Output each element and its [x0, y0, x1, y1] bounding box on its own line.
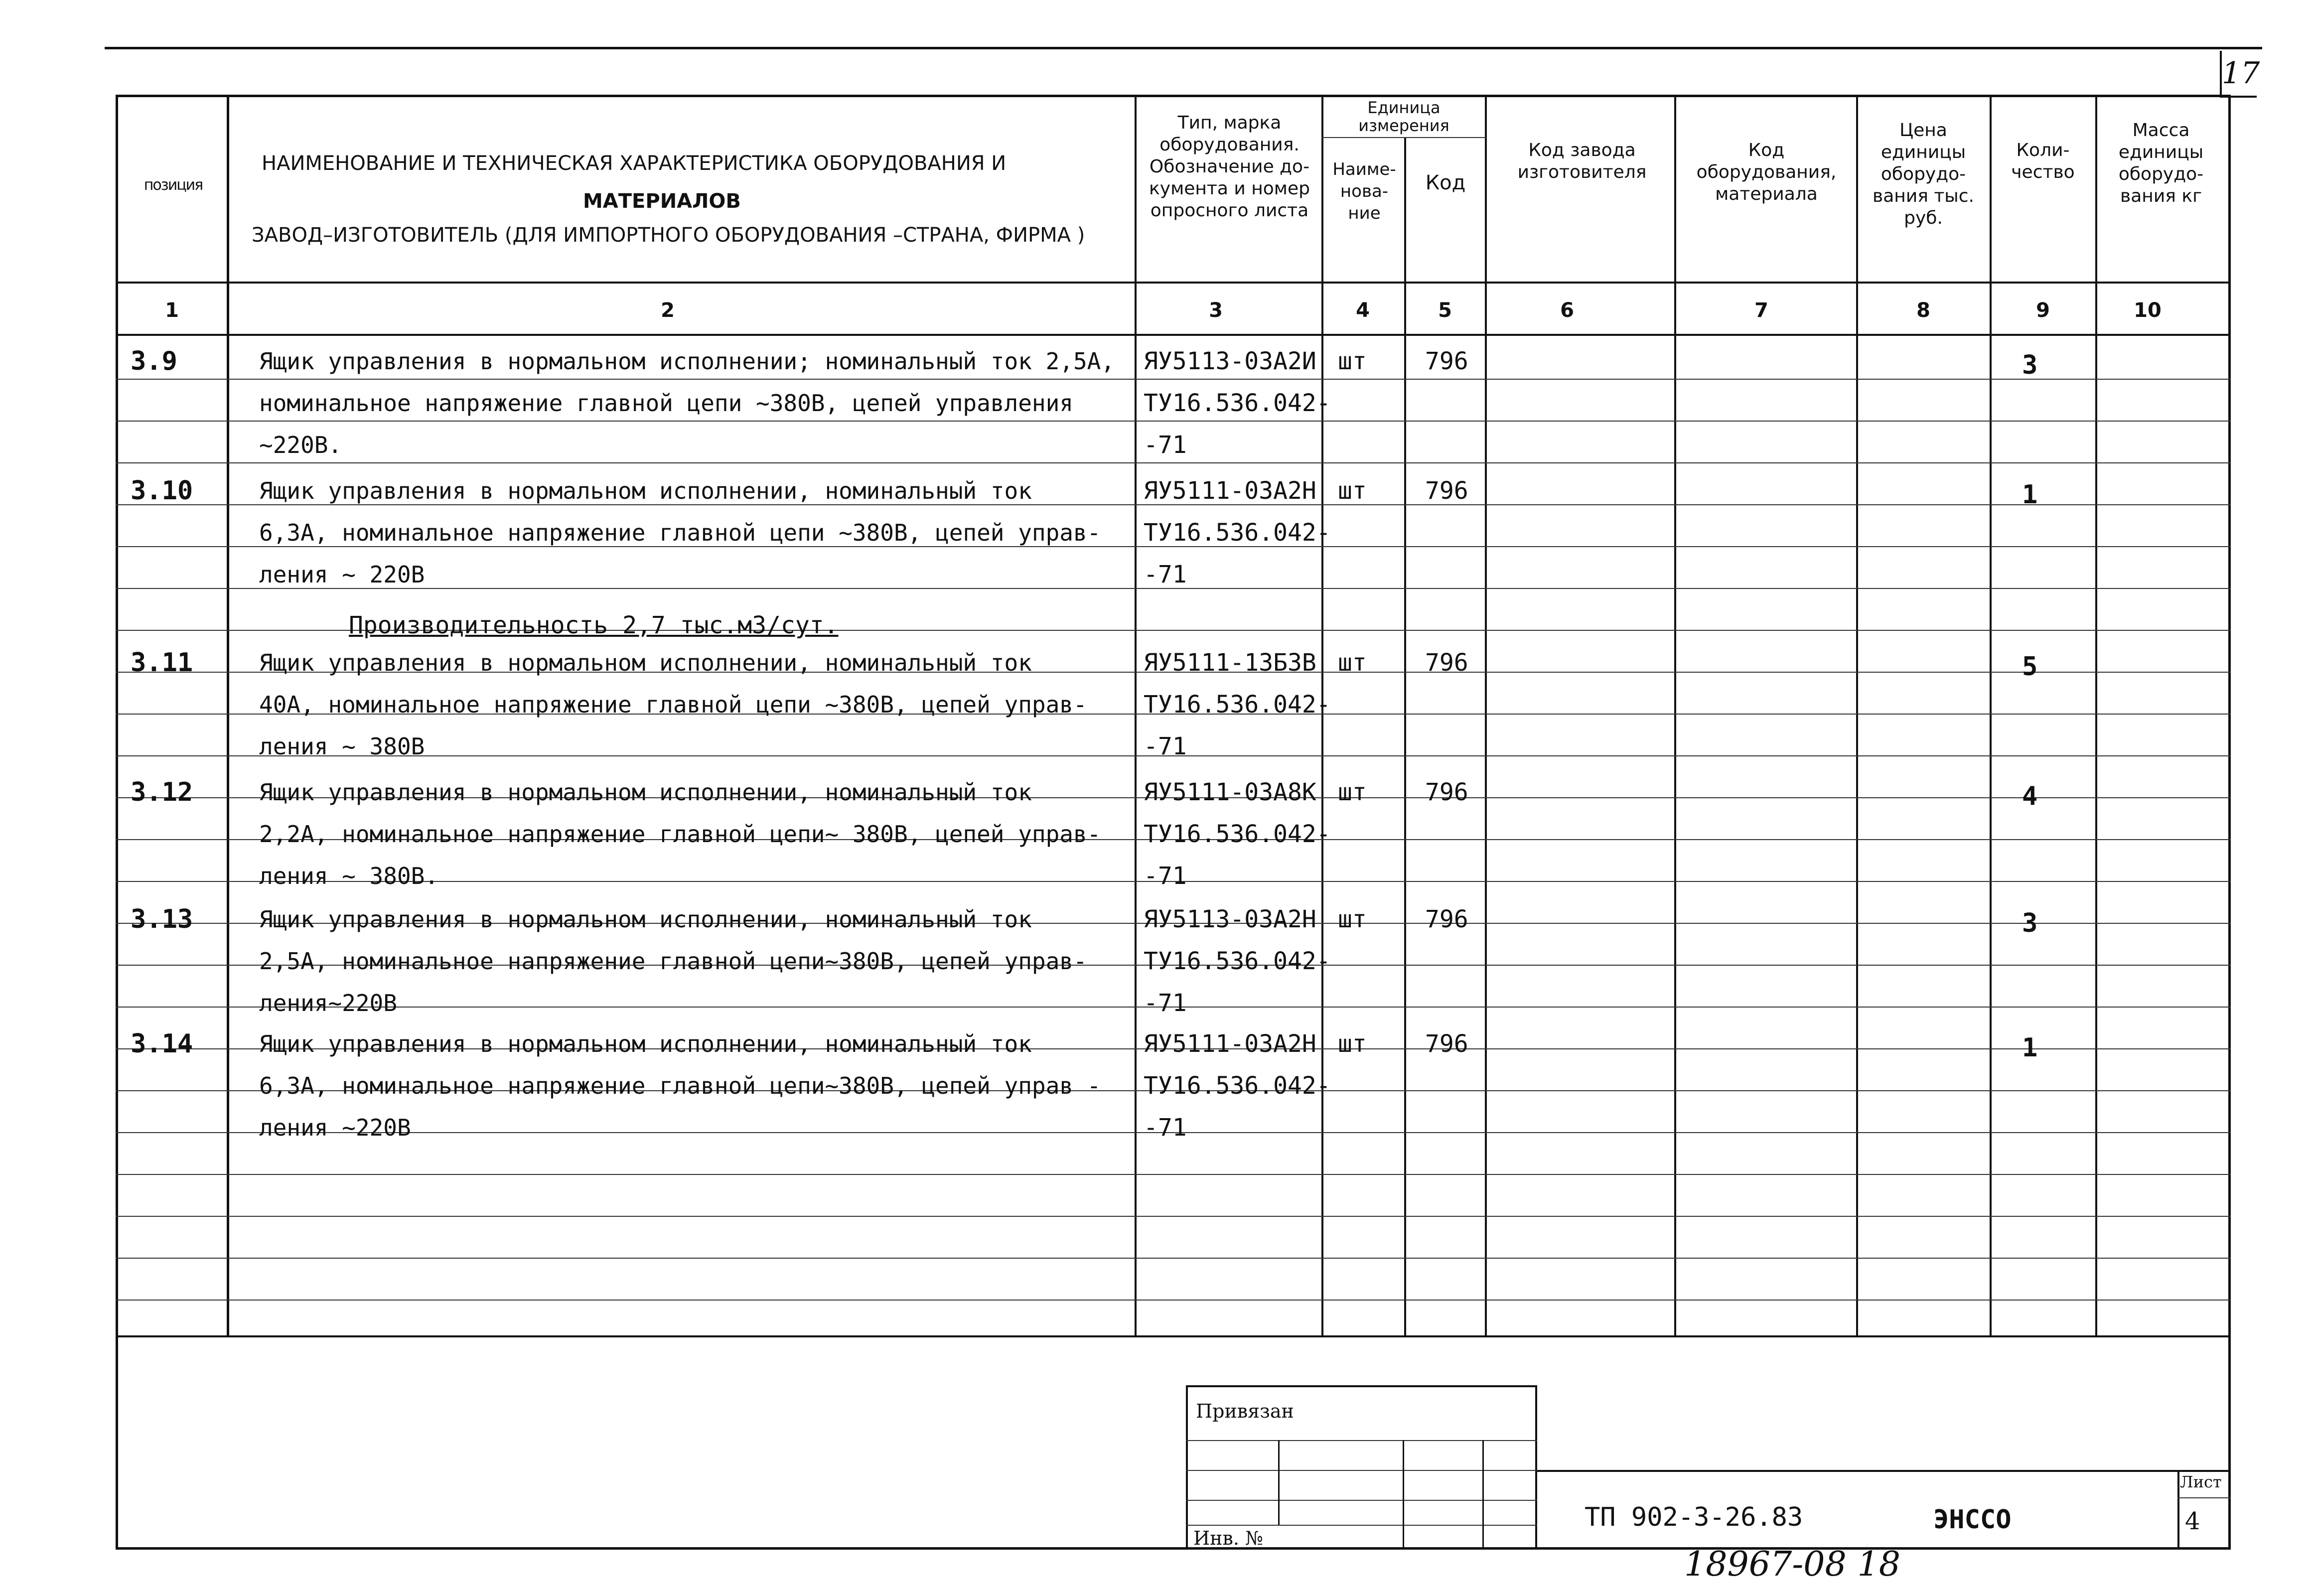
item-description-line: 2,2А, номинальное напряжение главной цепи~ 380В, цепей управ- [259, 821, 1101, 848]
item-position: 3.10 [131, 476, 193, 506]
unit-group-rule [1321, 137, 1486, 138]
col-divider [227, 95, 229, 1335]
sheet-box-rule [2177, 1497, 2231, 1498]
item-type-line: -71 [1144, 732, 1187, 760]
item-description-line: Ящик управления в нормальном исполнении; номинальный ток 2,5А, [259, 348, 1115, 375]
row-rule [116, 1258, 2231, 1259]
stamp-rule [1186, 1470, 1537, 1471]
header-unit-name: Наиме- нова- ние [1332, 159, 1396, 223]
col-number: 2 [661, 299, 675, 322]
col-number: 9 [2036, 299, 2050, 322]
col-number: 8 [1916, 299, 1930, 322]
header-bottom-rule [116, 282, 2231, 284]
stamp-rule [1186, 1440, 1537, 1441]
item-quantity: 3 [2022, 350, 2038, 380]
doc-code: ТП 902-3-26.83 [1585, 1502, 1803, 1532]
item-description-line: Ящик управления в нормальном исполнении, номинальный ток [259, 779, 1032, 806]
item-description-line: Ящик управления в нормальном исполнении, номинальный ток [259, 649, 1032, 676]
handwritten-archive-number: 18967-08 18 [1684, 1545, 1900, 1584]
item-type-line: ЯУ5113-03А2Н [1144, 905, 1316, 933]
item-position: 3.12 [131, 777, 193, 807]
item-type-line: ТУ16.536.042- [1144, 947, 1331, 975]
item-unit-code: 796 [1425, 1030, 1468, 1058]
item-unit-code: 796 [1425, 905, 1468, 933]
item-unit: шт [1338, 649, 1367, 677]
row-rule [116, 1300, 2231, 1301]
stamp-divider [1278, 1440, 1280, 1525]
item-type-line: ЯУ5113-03А2И [1144, 347, 1316, 375]
item-quantity: 1 [2022, 1033, 2038, 1063]
header-name-line1: НАИМЕНОВАНИЕ И ТЕХНИЧЕСКАЯ ХАРАКТЕРИСТИКА ОБОРУДОВАНИЯ И [262, 152, 1007, 175]
item-type-line: ЯУ5111-03А8К [1144, 778, 1316, 806]
item-position: 3.9 [131, 346, 177, 376]
header-unit-price: Цена единицы оборудо- вания тыс. руб. [1873, 120, 1974, 228]
top-rule [105, 47, 2262, 49]
item-position: 3.11 [131, 648, 193, 678]
item-unit: шт [1338, 778, 1367, 806]
item-position: 3.14 [131, 1029, 193, 1059]
col-number: 6 [1560, 299, 1574, 322]
header-type: Тип, марка оборудования. Обозначение до- кумента и номер опросного листа [1149, 113, 1310, 221]
item-description-line: Ящик управления в нормальном исполнении, номинальный ток [259, 1030, 1032, 1057]
header-quantity: Коли- чество [2011, 140, 2075, 182]
item-unit-code: 796 [1425, 347, 1468, 375]
row-rule [116, 462, 2231, 463]
header-mass: Масса единицы оборудо- вания кг [2118, 120, 2204, 206]
item-quantity: 5 [2022, 652, 2038, 682]
item-description-line: ления ~220В [259, 1114, 411, 1141]
col-divider [1404, 137, 1406, 1335]
sheet-box-divider [2177, 1470, 2179, 1550]
item-quantity: 3 [2022, 908, 2038, 938]
col-number: 4 [1356, 299, 1370, 322]
item-unit-code: 796 [1425, 477, 1468, 505]
header-equipment-code: Код оборудования, материала [1696, 140, 1837, 204]
item-type-line: ЯУ5111-03А2Н [1144, 1030, 1316, 1058]
organization: ЭНССО [1933, 1505, 2012, 1535]
stamp-rule [1186, 1500, 1537, 1501]
item-description-line: Ящик управления в нормальном исполнении, номинальный ток [259, 477, 1032, 504]
item-type-line: -71 [1144, 561, 1187, 588]
item-description-line: номинальное напряжение главной цепи ~380В, цепей управления [259, 390, 1073, 417]
item-description-line: ления ~ 380В [259, 733, 425, 760]
item-unit-code: 796 [1425, 649, 1468, 677]
top-sheet-number: 17 [2220, 51, 2257, 98]
item-description-line: 2,5А, номинальное напряжение главной цепи~380В, цепей управ- [259, 948, 1087, 975]
col-number: 7 [1754, 299, 1768, 322]
item-unit: шт [1338, 477, 1367, 505]
item-unit: шт [1338, 905, 1367, 933]
row-rule [116, 421, 2231, 422]
header-position: позиция [144, 176, 203, 194]
header-name-line2: МАТЕРИАЛОВ [583, 190, 741, 213]
item-type-line: ТУ16.536.042- [1144, 691, 1331, 719]
stamp-divider [1403, 1440, 1404, 1550]
header-name-line3: ЗАВОД–ИЗГОТОВИТЕЛЬ (ДЛЯ ИМПОРТНОГО ОБОРУДОВАНИЯ –СТРАНА, ФИРМА ) [252, 224, 1085, 247]
item-type-line: -71 [1144, 431, 1187, 459]
item-type-line: ТУ16.536.042- [1144, 519, 1331, 547]
header-unit-group: Единица измерения [1358, 98, 1449, 135]
item-description-line: ления ~ 220В [259, 561, 425, 588]
item-position: 3.13 [131, 904, 193, 934]
col-divider [1856, 95, 1858, 1335]
item-type-line: -71 [1144, 1114, 1187, 1142]
table-bottom-rule [116, 1335, 2231, 1337]
sheet-label: Лист [2180, 1472, 2222, 1491]
item-type-line: -71 [1144, 989, 1187, 1017]
col-number: 1 [165, 299, 179, 322]
item-description-line: ~220В. [259, 432, 342, 458]
stamp-inv-label: Инв. № [1193, 1527, 1263, 1549]
item-unit-code: 796 [1425, 778, 1468, 806]
item-description-line: 40А, номинальное напряжение главной цепи ~380В, цепей управ- [259, 691, 1087, 718]
capacity-note: Производительность 2,7 тыс.м3/сут. [349, 611, 839, 639]
item-quantity: 1 [2022, 480, 2038, 510]
item-type-line: ЯУ5111-03А2Н [1144, 477, 1316, 505]
stamp-rule [1186, 1525, 1537, 1526]
item-type-line: ТУ16.536.042- [1144, 1072, 1331, 1100]
col-number: 10 [2134, 299, 2162, 322]
col-number: 3 [1209, 299, 1223, 322]
item-quantity: 4 [2022, 781, 2038, 811]
stamp-divider [1482, 1440, 1484, 1550]
colnum-bottom-rule [116, 334, 2231, 336]
item-unit: шт [1338, 347, 1367, 375]
item-description-line: 6,3А, номинальное напряжение главной цепи~380В, цепей управ - [259, 1072, 1101, 1099]
item-description-line: Ящик управления в нормальном исполнении, номинальный ток [259, 906, 1032, 933]
col-divider [1990, 95, 1992, 1335]
stamp-bound-label: Привязан [1196, 1400, 1294, 1422]
col-number: 5 [1438, 299, 1452, 322]
item-type-line: -71 [1144, 862, 1187, 890]
sheet-value: 4 [2185, 1507, 2200, 1535]
row-rule [116, 1174, 2231, 1175]
item-unit: шт [1338, 1030, 1367, 1058]
item-type-line: ЯУ5111-13Б3В [1144, 649, 1316, 677]
item-type-line: ТУ16.536.042- [1144, 820, 1331, 848]
item-description-line: ления ~ 380В. [259, 863, 439, 889]
row-rule [116, 379, 2231, 380]
col-divider [1135, 95, 1137, 1335]
item-description-line: 6,3А, номинальное напряжение главной цепи ~380В, цепей управ- [259, 519, 1101, 546]
col-divider [1485, 95, 1487, 1335]
header-factory-code: Код завода изготовителя [1517, 140, 1647, 182]
row-rule [116, 1216, 2231, 1217]
titleblock-top-rule [1537, 1470, 2231, 1472]
col-divider [2095, 95, 2097, 1335]
header-unit-code: Код [1425, 171, 1466, 194]
item-description-line: ления~220В [259, 990, 397, 1016]
item-type-line: ТУ16.536.042- [1144, 389, 1331, 417]
col-divider [1674, 95, 1676, 1335]
